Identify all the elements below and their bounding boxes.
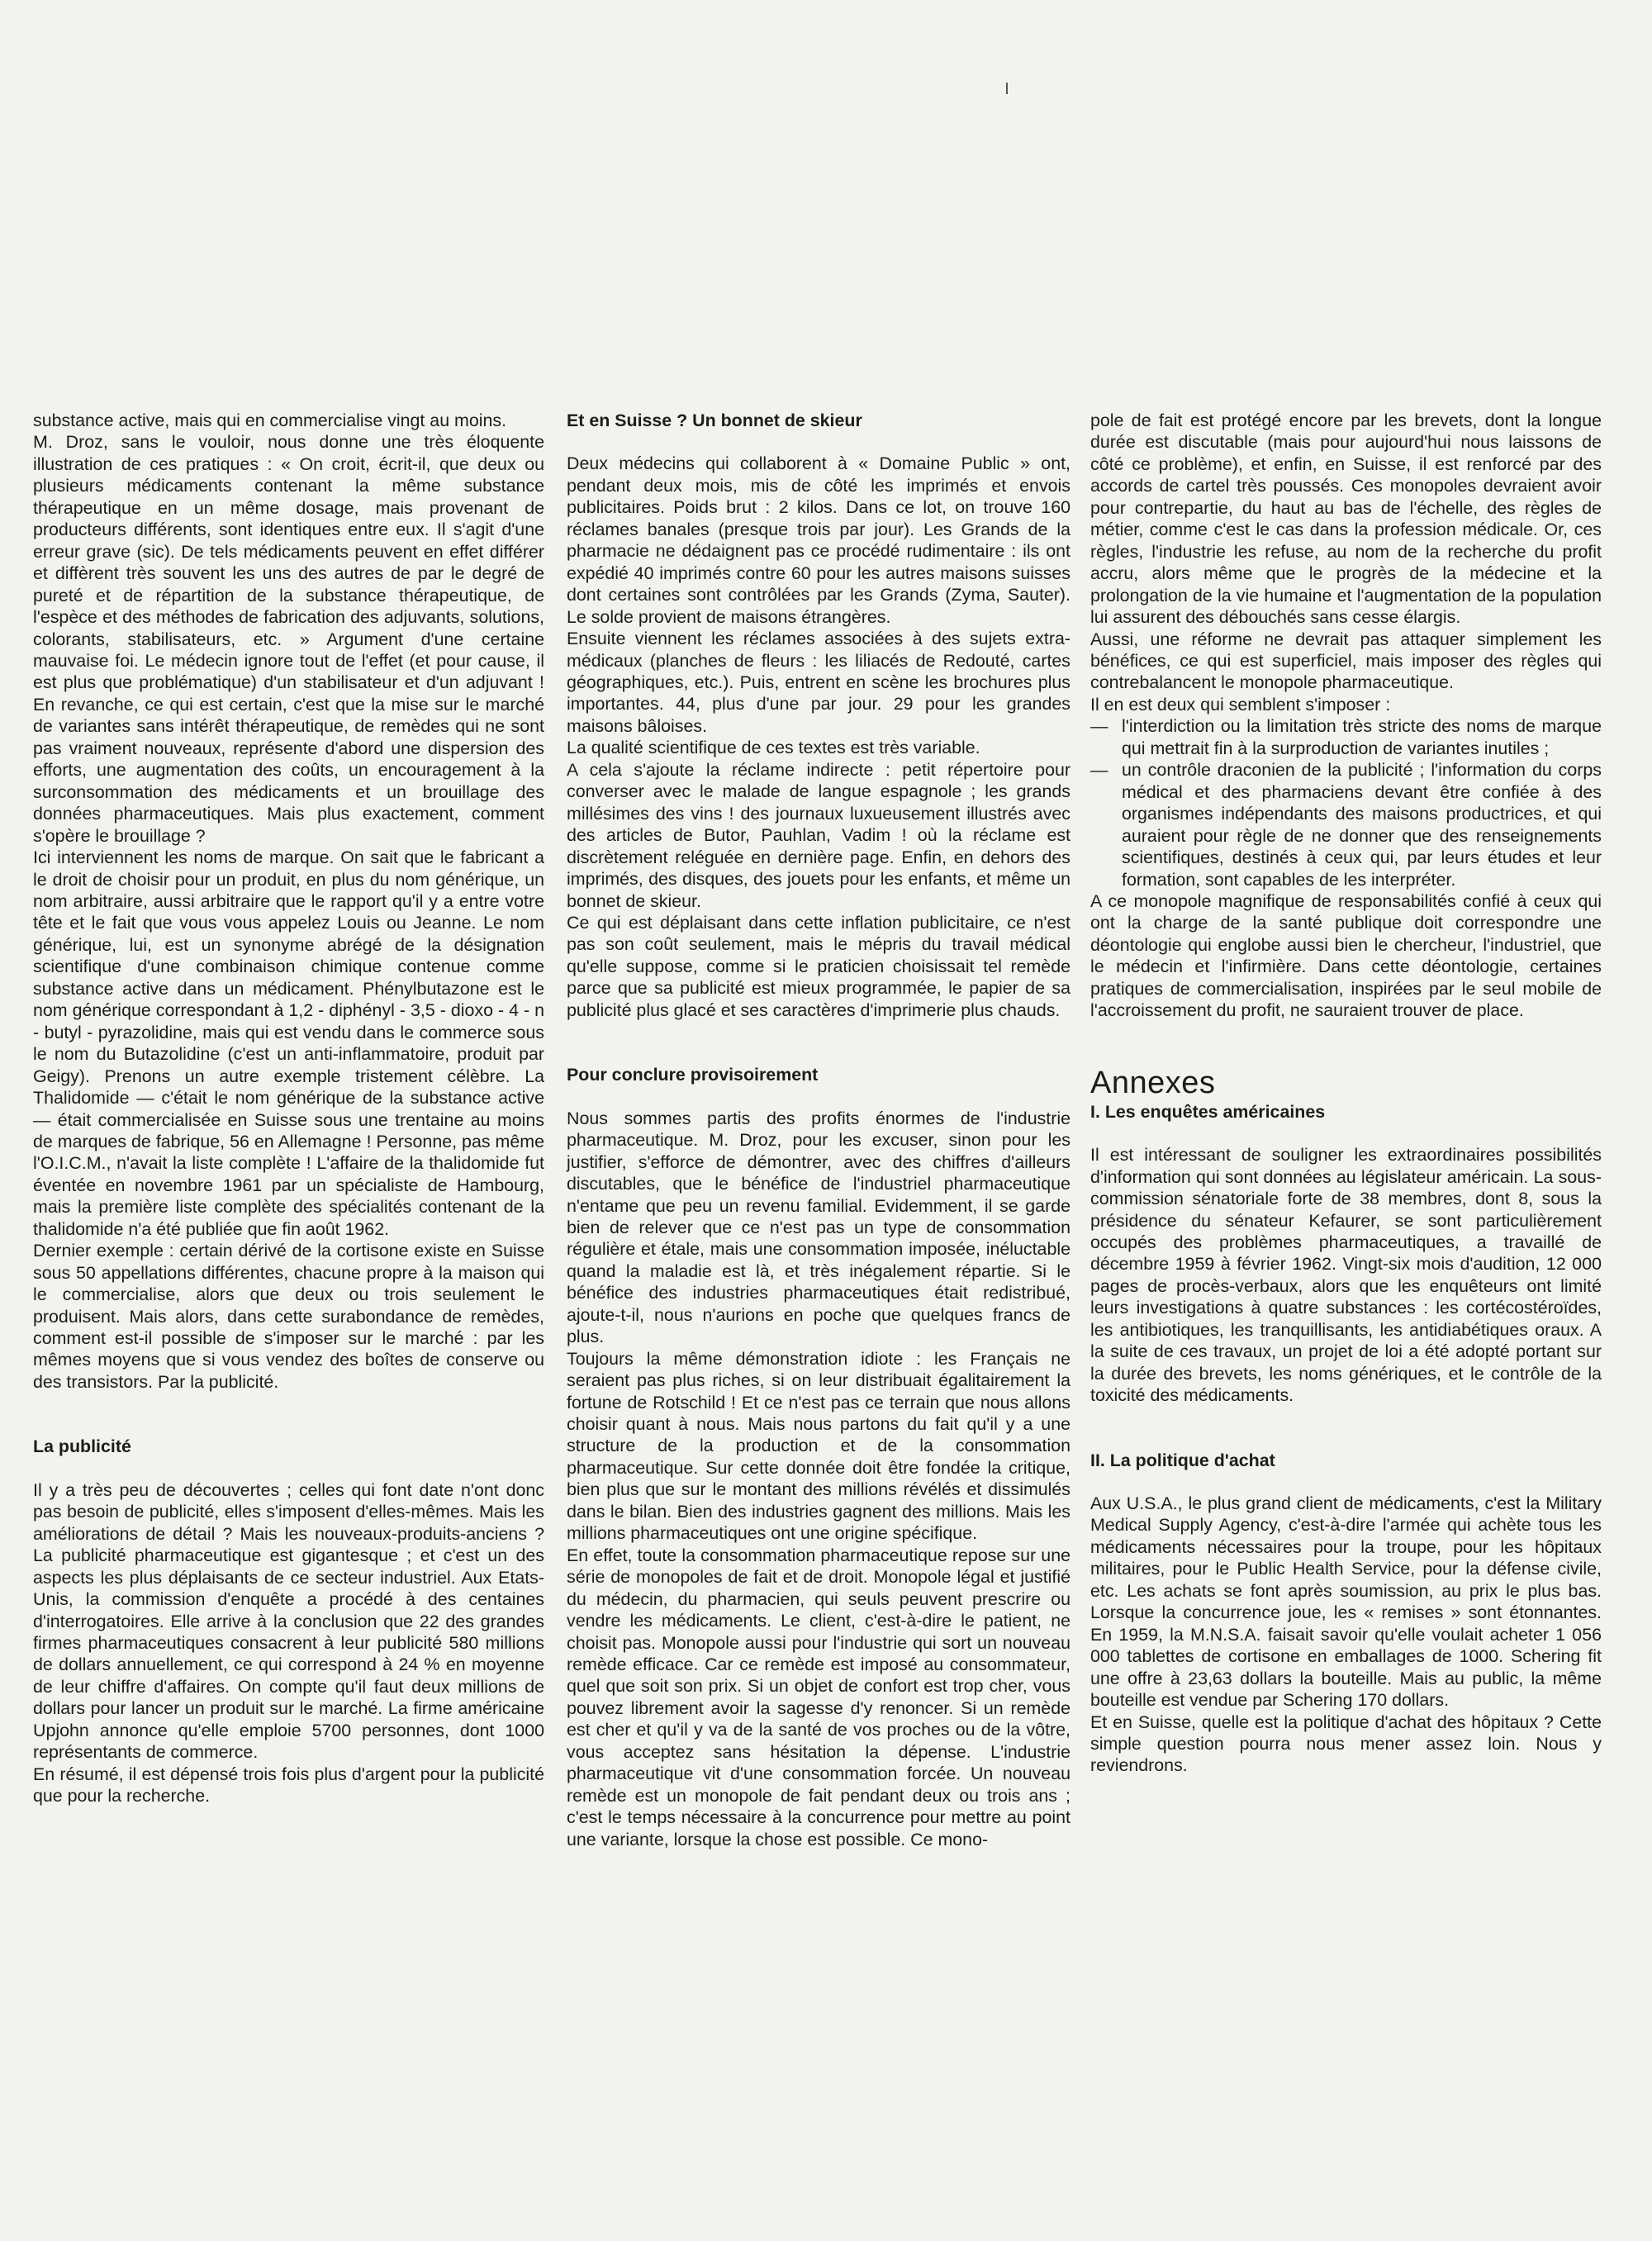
spacer <box>1090 1407 1602 1450</box>
paragraph: A ce monopole magnifique de responsabilités confié à ceux qui ont la charge de la santé publique doit correspondre une déontologie qui englobe aussi bien le chercheur, l'industriel, que le médecin et l'infirmière. Dans cette déontologie, certaines pratiques de commercialisation, inspirées par le seul mobile de l'accroissement du profit, ne sauraient trouver de place. <box>1090 890 1602 1021</box>
paragraph: La qualité scientifique de ces textes est très variable. <box>567 738 980 758</box>
spacer <box>1090 1022 1602 1065</box>
list-item <box>1090 715 1602 759</box>
paragraph: En résumé, il est dépensé trois fois plus d'argent pour la publicité que pour la recherche. <box>33 1764 544 1807</box>
paragraph: Aux U.S.A., le plus grand client de médicaments, c'est la Military Medical Supply Agency, c'est-à-dire l'armée qui achète tous les médicaments nécessaires pour la troupe, pour les hôpitaux militaires, pour le Public Health Service, pour la défense civile, etc. Les achats se font après soumission, au prix le plus bas. Lorsque la concurrence joue, les « remises » sont étonnantes. En 1959, la M.N.S.A. faisait savoir qu'elle voulait acheter 1 056 000 tablettes de cortisone en emballages de 1000. Schering fit une offre à 23,63 dollars la bouteille. Mais au public, la même bouteille est vendue par Schering 170 dollars. <box>1090 1493 1602 1711</box>
spacer <box>33 1458 544 1479</box>
column-left <box>33 410 544 1807</box>
spacer <box>33 1393 544 1436</box>
paragraph: M. Droz, sans le vouloir, nous donne une très éloquente illustration de ces pratiques : « On croit, écrit-il, que deux ou plusieurs médicaments contenant la même substance thérapeutique en un même dosage, mais provenant de producteurs différents, sont identiques entre eux. Il s'agit d'une erreur grave (sic). De tels médicaments peuvent en effet différer et diffèrent très souvent les uns des autres de par le degré de pureté et de répartition de la substance thérapeutique, de l'espèce et des méthodes de fabrication des adjuvants, solutions, colorants, stabilisateurs, etc. » Argument d'une certaine mauvaise foi. Le médecin ignore tout de l'effet (et pour cause, il est plus que problématique) d'un stabilisateur et d'un adjuvant ! En revanche, ce qui est certain, c'est que la mise sur le marché de variantes sans intérêt thérapeutique, de remèdes qui ne sont pas vraiment nouveaux, représente d'abord une dispersion des efforts, une augmentation des coûts, un encouragement à la surconsommation des médicaments et un brouillage des données pharmaceutiques. Mais plus exactement, comment s'opère le brouillage ? <box>33 432 544 846</box>
paragraph: Ce qui est déplaisant dans cette inflation publicitaire, ce n'est pas son coût seulement, mais le mépris du travail médical qu'elle suppose, comme si le praticien choisissait tel remède parce que sa publicité est mieux programmée, le papier de sa publicité plus glacé et ses caractères d'imprimerie plus chauds. <box>567 912 1070 1020</box>
spacer <box>1090 1123 1602 1144</box>
column-right <box>1090 410 1602 1777</box>
column-middle <box>567 410 1070 1850</box>
paragraph: pole de fait est protégé encore par les brevets, dont la longue durée est discutable (mais pour aujourd'hui nous laissons de côté ce problème), et enfin, en Suisse, il est renforcé par des accords de cartel très poussés. Ces monopoles devraient avoir pour contrepartie, du haut au bas de l'échelle, des règles de métier, comme c'est le cas dans la profession médicale. Or, ces règles, l'industrie les refuse, au nom de la recherche du profit accru, alors même que le progrès de la médecine et la prolongation de la vie humaine et l'augmentation de la population lui assurent des débouchés sans cesse élargis. <box>1090 411 1602 628</box>
spacer <box>1090 1471 1602 1493</box>
paragraph: Toujours la même démonstration idiote : les Français ne seraient pas plus riches, si on leur distribuait égalitairement la fortune de Rotschild ! Et ce n'est pas ce terrain que nous allons choisir quant à nous. Mais nous partons du fait qu'il y a une structure de la production et de la consommation pharmaceutique. Sur cette donnée doit être fondée la critique, bien plus que sur le montant des millions révélés et dissimulés dans le bilan. Bien des industries gagnent des millions. Mais les millions pharmaceutiques ont une origine spécifique. <box>567 1348 1070 1544</box>
spacer <box>567 1086 1070 1108</box>
paragraph: Aussi, une réforme ne devrait pas attaquer simplement les bénéfices, ce qui est superficiel, mais imposer des règles qui contrebalancent le monopole pharmaceutique. <box>1090 629 1602 693</box>
list-item <box>1090 759 1602 890</box>
paragraph: Ici interviennent les noms de marque. On sait que le fabricant a le droit de choisir pour un produit, en plus du nom générique, un nom arbitraire, aussi arbitraire que le rapport qu'il y a entre votre tête et le fait que vous vous appelez Louis ou Jeanne. Le nom générique, lui, est un synonyme abrégé de la désignation scientifique d'une combinaison chimique contenue comme substance active dans un médicament. Phénylbutazone est le nom générique correspondant à 1,2 - diphényl - 3,5 - dioxo - 4 - n - butyl - pyrazolidine, mais qui est vendu dans le commerce sous le nom du Butazolidine (c'est un anti-inflammatoire, produit par Geigy). Prenons un autre exemple tristement célèbre. La Thalidomide — c'était le nom générique de la substance active — était commercialisée en Suisse sous une trentaine au moins de marques de fabrique, 56 en Allemagne ! Personne, pas même l'O.I.C.M., n'avait la liste complète ! L'affaire de la thalidomide fut éventée en novembre 1961 par un spécialiste de Hambourg, mais la première liste complète des spécialités contenant de la thalidomide n'a été publiée que fin août 1962. <box>33 847 544 1239</box>
section-heading-achat: II. La politique d'achat <box>1090 1450 1275 1470</box>
paragraph: A cela s'ajoute la réclame indirecte : petit répertoire pour converser avec le malade de langue espagnole ; les grands millésimes des vins ! des journaux luxueusement illustrés avec des articles de Butor, Pauhlan, Vadim ! où la réclame est discrètement reléguée en dernière page. Enfin, en dehors des imprimés, des disques, des jouets pour les enfants, et même un bonnet de skieur. <box>567 759 1070 911</box>
paragraph: Il est intéressant de souligner les extraordinaires possibilités d'information qui sont données au législateur américain. La sous-commission sénatoriale forte de 38 membres, dont 8, sous la présidence du sénateur Kefaurer, se sont particulièrement occupés des problèmes pharmaceutiques, a travaillé de décembre 1959 à février 1962. Vingt-six mois d'audition, 12 000 pages de procès-verbaux, alors que les enquêteurs ont limité leurs investigations à quatre substances : les cortécostéroïdes, les antibiotiques, les tranquillisants, les antidiabétiques oraux. A la suite de ces travaux, un projet de loi a été adopté portant sur la durée des brevets, les noms génériques, et le contrôle de la toxicité des médicaments. <box>1090 1145 1602 1406</box>
paragraph: substance active, mais qui en commercialise vingt au moins. <box>33 411 507 430</box>
page-mark <box>1006 83 1008 94</box>
paragraph: Deux médecins qui collaborent à « Domaine Public » ont, pendant deux mois, mis de côté les imprimés et envois publicitaires. Poids brut : 2 kilos. Dans ce lot, on trouve 160 réclames banales (presque trois par jour). Les Grands de la pharmacie ne dédaignent pas ce procédé rudimentaire : ils ont expédié 40 imprimés contre 60 pour les autres maisons suisses dont certaines sont contrôlées par les Grands (Zyma, Sauter). Le solde provient de maisons étrangères. <box>567 453 1070 627</box>
dash-bullet: — <box>1090 716 1108 737</box>
spacer <box>567 431 1070 453</box>
paragraph: En effet, toute la consommation pharmaceutique repose sur une série de monopoles de fait et de droit. Monopole légal et justifié du médecin, du pharmacien, qui seuls peuvent prescrire ou vendre les médicaments. Le client, c'est-à-dire le patient, ne choisit pas. Monopole aussi pour l'industrie qui sort un nouveau remède efficace. Car ce remède est imposé au consommateur, quel que soit son prix. Si un objet de confort est trop cher, vous pouvez librement avoir la sagesse d'y renoncer. Si un remède est cher et qu'il y va de la santé de vos proches ou de la vôtre, vous acceptez sans hésitation la dépense. L'industrie pharmaceutique vit d'une consommation forcée. Un nouveau remède est un monopole de fait pendant deux ou trois ans ; c'est le temps nécessaire à la concurrence pour mettre au point une variante, lorsque la chose est possible. Ce mono- <box>567 1545 1070 1849</box>
paragraph: Et en Suisse, quelle est la politique d'achat des hôpitaux ? Cette simple question pourra nous mener assez loin. Nous y reviendrons. <box>1090 1712 1602 1776</box>
paragraph: Nous sommes partis des profits énormes de l'industrie pharmaceutique. M. Droz, pour les excuser, sinon pour les justifier, s'efforce de démontrer, avec des chiffres d'ailleurs discutables, que le bénéfice de l'industriel pharmaceutique n'entame que peu un revenu familial. Evidemment, il se garde bien de relever que ce n'est pas un type de consommation régulière et étale, mais une consommation imposée, inéluctable quand la maladie est là, et très inégalement répartie. Si le bénéfice des industries pharmaceutiques était redistribué, ajoute-t-il, nous n'aurions en poche que quelques francs de plus. <box>567 1108 1070 1347</box>
list-item-text: l'interdiction ou la limitation très stricte des noms de marque qui mettrait fin à la surproduction de variantes inutiles ; <box>1122 716 1602 758</box>
section-heading-publicite: La publicité <box>33 1436 131 1457</box>
dash-bullet: — <box>1090 760 1108 781</box>
spacer <box>567 1021 1070 1064</box>
section-heading-conclure: Pour conclure provisoirement <box>567 1065 819 1085</box>
paragraph: Il y a très peu de découvertes ; celles qui font date n'ont donc pas besoin de publicité, elles s'imposent d'elles-mêmes. Mais les améliorations de détail ? Mais les nouveaux-produits-anciens ? La publicité pharmaceutique est gigantesque ; et c'est un des aspects les plus déplaisants de ce secteur industriel. Aux Etats-Unis, la commission d'enquête a procédé à des centaines d'interrogatoires. Elle arrive à la conclusion que 22 des grandes firmes pharmaceutiques consacrent à leur publicité 580 millions de dollars annuellement, ce qui correspond à 24 % en moyenne de leur chiffre d'affaires. On compte qu'il faut deux millions de dollars pour lancer un produit sur le marché. La firme américaine Upjohn annonce qu'elle emploie 5700 personnes, dont 1000 représentants de commerce. <box>33 1479 544 1763</box>
paragraph: Il en est deux qui semblent s'imposer : <box>1090 694 1391 715</box>
paragraph: Dernier exemple : certain dérivé de la cortisone existe en Suisse sous 50 appellations différentes, chacune propre à la maison qui le commercialise, alors que deux ou trois seulement le produisent. Mais alors, dans cette surabondance de remèdes, comment est-il possible de s'imposer sur le marché : par les mêmes moyens que si vous vendez des boîtes de conserve ou des transistors. Par la publicité. <box>33 1241 544 1392</box>
paragraph: Ensuite viennent les réclames associées à des sujets extra-médicaux (planches de fleurs : les liliacés de Redouté, cartes géographiques, etc.). Puis, entrent en scène les brochures plus importantes. 44, plus d'une par jour. 29 pour les grandes maisons bâloises. <box>567 629 1070 736</box>
annexes-title: Annexes <box>1090 1065 1216 1100</box>
list-item-text: un contrôle draconien de la publicité ; l'information du corps médical et des pharmaciens devant être confiée à des organismes indépendants des maisons productrices, et qui auraient pour règle de ne donner que des renseignements scientifiques, destinés à ceux qui, par leurs études et leur formation, sont capables de les interpréter. <box>1122 760 1602 890</box>
section-heading-enquetes: I. Les enquêtes américaines <box>1090 1101 1326 1122</box>
section-heading-suisse: Et en Suisse ? Un bonnet de skieur <box>567 411 862 430</box>
